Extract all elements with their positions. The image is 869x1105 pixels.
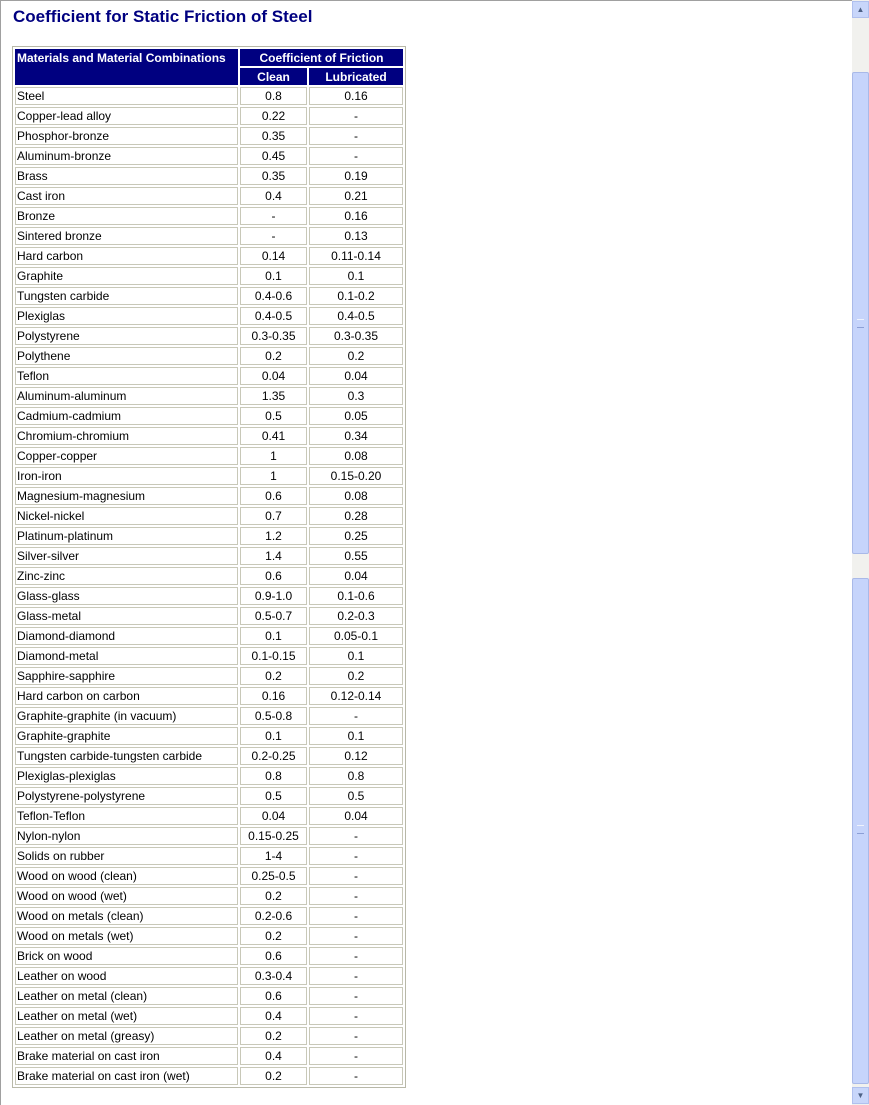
lubricated-value-cell: 0.1-0.6 xyxy=(309,587,403,605)
table-row xyxy=(15,887,403,905)
lubricated-value-cell: 0.5 xyxy=(309,787,403,805)
lubricated-value-cell: 0.1-0.2 xyxy=(309,287,403,305)
clean-value-cell: 0.14 xyxy=(240,247,307,265)
lubricated-value-cell: 0.1 xyxy=(309,267,403,285)
material-cell: Solids on rubber xyxy=(15,847,238,865)
clean-value-cell: 0.7 xyxy=(240,507,307,525)
table-row xyxy=(15,287,403,305)
clean-value-cell: 0.4 xyxy=(240,187,307,205)
table-row xyxy=(15,387,403,405)
table-row xyxy=(15,207,403,225)
table-row xyxy=(15,527,403,545)
table-row xyxy=(15,127,403,145)
table-row xyxy=(15,867,403,885)
header-clean: Clean xyxy=(240,68,307,85)
lubricated-value-cell: 0.21 xyxy=(309,187,403,205)
material-cell: Iron-iron xyxy=(15,467,238,485)
clean-value-cell: 0.1 xyxy=(240,627,307,645)
table-row xyxy=(15,447,403,465)
scrollbar-thumb-lower[interactable] xyxy=(852,578,869,1084)
table-row xyxy=(15,367,403,385)
table-row xyxy=(15,707,403,725)
table-row xyxy=(15,347,403,365)
clean-value-cell: 1-4 xyxy=(240,847,307,865)
clean-value-cell: 0.5-0.8 xyxy=(240,707,307,725)
clean-value-cell: 0.1 xyxy=(240,267,307,285)
material-cell: Zinc-zinc xyxy=(15,567,238,585)
lubricated-value-cell: 0.16 xyxy=(309,87,403,105)
material-cell: Nickel-nickel xyxy=(15,507,238,525)
table-row xyxy=(15,327,403,345)
clean-value-cell: 0.45 xyxy=(240,147,307,165)
clean-value-cell: 0.4-0.5 xyxy=(240,307,307,325)
material-cell: Diamond-metal xyxy=(15,647,238,665)
lubricated-value-cell: 0.04 xyxy=(309,567,403,585)
table-row xyxy=(15,627,403,645)
page-title: Coefficient for Static Friction of Steel xyxy=(13,7,313,26)
table-row xyxy=(15,187,403,205)
material-cell: Chromium-chromium xyxy=(15,427,238,445)
lubricated-value-cell: 0.8 xyxy=(309,767,403,785)
lubricated-value-cell: 0.12 xyxy=(309,747,403,765)
lubricated-value-cell: 0.28 xyxy=(309,507,403,525)
lubricated-value-cell: - xyxy=(309,1007,403,1025)
table-row xyxy=(15,787,403,805)
arrow-down-icon[interactable]: ▼ xyxy=(852,1087,869,1104)
material-cell: Leather on metal (greasy) xyxy=(15,1027,238,1045)
material-cell: Copper-copper xyxy=(15,447,238,465)
material-cell: Glass-glass xyxy=(15,587,238,605)
lubricated-value-cell: 0.13 xyxy=(309,227,403,245)
material-cell: Graphite-graphite (in vacuum) xyxy=(15,707,238,725)
lubricated-value-cell: - xyxy=(309,1047,403,1065)
lubricated-value-cell: 0.2 xyxy=(309,347,403,365)
table-row xyxy=(15,647,403,665)
clean-value-cell: 0.25-0.5 xyxy=(240,867,307,885)
lubricated-value-cell: 0.04 xyxy=(309,367,403,385)
lubricated-value-cell: - xyxy=(309,967,403,985)
clean-value-cell: 1 xyxy=(240,467,307,485)
lubricated-value-cell: 0.3-0.35 xyxy=(309,327,403,345)
material-cell: Hard carbon on carbon xyxy=(15,687,238,705)
header-coefficient-group: Coefficient of Friction xyxy=(240,49,403,66)
clean-value-cell: 0.4 xyxy=(240,1047,307,1065)
clean-value-cell: 1.35 xyxy=(240,387,307,405)
material-cell: Brass xyxy=(15,167,238,185)
table-row xyxy=(15,427,403,445)
lubricated-value-cell: 0.05-0.1 xyxy=(309,627,403,645)
lubricated-value-cell: - xyxy=(309,947,403,965)
lubricated-value-cell: - xyxy=(309,107,403,125)
clean-value-cell: 0.9-1.0 xyxy=(240,587,307,605)
table-row xyxy=(15,847,403,865)
scrollbar-thumb[interactable] xyxy=(852,72,869,554)
clean-value-cell: 0.35 xyxy=(240,127,307,145)
table-row xyxy=(15,507,403,525)
clean-value-cell: 0.5 xyxy=(240,787,307,805)
material-cell: Polystyrene-polystyrene xyxy=(15,787,238,805)
material-cell: Wood on wood (clean) xyxy=(15,867,238,885)
lubricated-value-cell: 0.1 xyxy=(309,647,403,665)
clean-value-cell: 0.15-0.25 xyxy=(240,827,307,845)
material-cell: Nylon-nylon xyxy=(15,827,238,845)
material-cell: Brake material on cast iron xyxy=(15,1047,238,1065)
table-header-row xyxy=(15,49,403,66)
clean-value-cell: 0.04 xyxy=(240,367,307,385)
material-cell: Bronze xyxy=(15,207,238,225)
table-body xyxy=(15,87,403,1085)
material-cell: Cadmium-cadmium xyxy=(15,407,238,425)
lubricated-value-cell: 0.1 xyxy=(309,727,403,745)
table-row xyxy=(15,147,403,165)
table-row xyxy=(15,167,403,185)
clean-value-cell: 0.6 xyxy=(240,947,307,965)
clean-value-cell: 0.41 xyxy=(240,427,307,445)
material-cell: Graphite xyxy=(15,267,238,285)
clean-value-cell: - xyxy=(240,227,307,245)
lubricated-value-cell: - xyxy=(309,1027,403,1045)
table-row xyxy=(15,407,403,425)
lubricated-value-cell: 0.55 xyxy=(309,547,403,565)
lubricated-value-cell: 0.34 xyxy=(309,427,403,445)
material-cell: Steel xyxy=(15,87,238,105)
table-row xyxy=(15,1047,403,1065)
material-cell: Wood on wood (wet) xyxy=(15,887,238,905)
material-cell: Wood on metals (clean) xyxy=(15,907,238,925)
material-cell: Tungsten carbide-tungsten carbide xyxy=(15,747,238,765)
material-cell: Phosphor-bronze xyxy=(15,127,238,145)
table-row xyxy=(15,467,403,485)
table-row xyxy=(15,807,403,825)
lubricated-value-cell: 0.05 xyxy=(309,407,403,425)
material-cell: Sintered bronze xyxy=(15,227,238,245)
table-row xyxy=(15,767,403,785)
table-row xyxy=(15,587,403,605)
material-cell: Teflon xyxy=(15,367,238,385)
clean-value-cell: 0.6 xyxy=(240,987,307,1005)
arrow-up-icon[interactable]: ▲ xyxy=(852,1,869,18)
header-lubricated: Lubricated xyxy=(309,68,403,85)
material-cell: Graphite-graphite xyxy=(15,727,238,745)
table-row xyxy=(15,267,403,285)
lubricated-value-cell: - xyxy=(309,927,403,945)
table-row xyxy=(15,1067,403,1085)
table-row xyxy=(15,1007,403,1025)
material-cell: Plexiglas xyxy=(15,307,238,325)
material-cell: Teflon-Teflon xyxy=(15,807,238,825)
clean-value-cell: 0.2 xyxy=(240,1067,307,1085)
table-row xyxy=(15,607,403,625)
material-cell: Polystyrene xyxy=(15,327,238,345)
clean-value-cell: 0.3-0.4 xyxy=(240,967,307,985)
clean-value-cell: 0.8 xyxy=(240,87,307,105)
clean-value-cell: 0.4 xyxy=(240,1007,307,1025)
clean-value-cell: 1.4 xyxy=(240,547,307,565)
clean-value-cell: - xyxy=(240,207,307,225)
table-row xyxy=(15,827,403,845)
lubricated-value-cell: - xyxy=(309,987,403,1005)
clean-value-cell: 0.2 xyxy=(240,667,307,685)
clean-value-cell: 0.5 xyxy=(240,407,307,425)
table-row xyxy=(15,107,403,125)
lubricated-value-cell: 0.16 xyxy=(309,207,403,225)
table-row xyxy=(15,667,403,685)
table-row xyxy=(15,227,403,245)
lubricated-value-cell: - xyxy=(309,147,403,165)
table-row xyxy=(15,687,403,705)
lubricated-value-cell: 0.08 xyxy=(309,487,403,505)
lubricated-value-cell: 0.08 xyxy=(309,447,403,465)
lubricated-value-cell: 0.04 xyxy=(309,807,403,825)
clean-value-cell: 0.8 xyxy=(240,767,307,785)
material-cell: Diamond-diamond xyxy=(15,627,238,645)
lubricated-value-cell: 0.2 xyxy=(309,667,403,685)
table-row xyxy=(15,567,403,585)
lubricated-value-cell: 0.19 xyxy=(309,167,403,185)
table-row xyxy=(15,987,403,1005)
table-row xyxy=(15,967,403,985)
clean-value-cell: 0.1 xyxy=(240,727,307,745)
lubricated-value-cell: 0.3 xyxy=(309,387,403,405)
friction-table xyxy=(12,46,406,1088)
lubricated-value-cell: 0.15-0.20 xyxy=(309,467,403,485)
clean-value-cell: 0.6 xyxy=(240,567,307,585)
clean-value-cell: 0.1-0.15 xyxy=(240,647,307,665)
clean-value-cell: 0.2 xyxy=(240,347,307,365)
clean-value-cell: 0.35 xyxy=(240,167,307,185)
material-cell: Leather on metal (clean) xyxy=(15,987,238,1005)
clean-value-cell: 0.2 xyxy=(240,887,307,905)
grip-icon xyxy=(857,319,864,328)
table-row xyxy=(15,247,403,265)
clean-value-cell: 0.04 xyxy=(240,807,307,825)
lubricated-value-cell: - xyxy=(309,1067,403,1085)
material-cell: Plexiglas-plexiglas xyxy=(15,767,238,785)
table-row xyxy=(15,907,403,925)
clean-value-cell: 1 xyxy=(240,447,307,465)
clean-value-cell: 0.2-0.25 xyxy=(240,747,307,765)
table-row xyxy=(15,927,403,945)
table-row xyxy=(15,307,403,325)
material-cell: Tungsten carbide xyxy=(15,287,238,305)
lubricated-value-cell: 0.12-0.14 xyxy=(309,687,403,705)
lubricated-value-cell: - xyxy=(309,887,403,905)
lubricated-value-cell: - xyxy=(309,907,403,925)
lubricated-value-cell: - xyxy=(309,847,403,865)
material-cell: Hard carbon xyxy=(15,247,238,265)
lubricated-value-cell: - xyxy=(309,707,403,725)
material-cell: Copper-lead alloy xyxy=(15,107,238,125)
vertical-scrollbar[interactable] xyxy=(852,0,869,1105)
table-row xyxy=(15,947,403,965)
table-row xyxy=(15,487,403,505)
table-row xyxy=(15,87,403,105)
lubricated-value-cell: 0.4-0.5 xyxy=(309,307,403,325)
clean-value-cell: 0.3-0.35 xyxy=(240,327,307,345)
lubricated-value-cell: - xyxy=(309,867,403,885)
material-cell: Brake material on cast iron (wet) xyxy=(15,1067,238,1085)
lubricated-value-cell: - xyxy=(309,127,403,145)
clean-value-cell: 1.2 xyxy=(240,527,307,545)
lubricated-value-cell: 0.25 xyxy=(309,527,403,545)
clean-value-cell: 0.5-0.7 xyxy=(240,607,307,625)
table-row xyxy=(15,1027,403,1045)
material-cell: Sapphire-sapphire xyxy=(15,667,238,685)
material-cell: Polythene xyxy=(15,347,238,365)
table-row xyxy=(15,747,403,765)
clean-value-cell: 0.6 xyxy=(240,487,307,505)
header-materials: Materials and Material Combinations xyxy=(15,49,238,85)
material-cell: Aluminum-aluminum xyxy=(15,387,238,405)
clean-value-cell: 0.4-0.6 xyxy=(240,287,307,305)
table-row xyxy=(15,727,403,745)
clean-value-cell: 0.2-0.6 xyxy=(240,907,307,925)
material-cell: Platinum-platinum xyxy=(15,527,238,545)
clean-value-cell: 0.22 xyxy=(240,107,307,125)
material-cell: Glass-metal xyxy=(15,607,238,625)
lubricated-value-cell: - xyxy=(309,827,403,845)
clean-value-cell: 0.16 xyxy=(240,687,307,705)
material-cell: Cast iron xyxy=(15,187,238,205)
clean-value-cell: 0.2 xyxy=(240,927,307,945)
material-cell: Aluminum-bronze xyxy=(15,147,238,165)
material-cell: Leather on metal (wet) xyxy=(15,1007,238,1025)
material-cell: Wood on metals (wet) xyxy=(15,927,238,945)
material-cell: Silver-silver xyxy=(15,547,238,565)
grip-icon xyxy=(857,825,864,834)
material-cell: Leather on wood xyxy=(15,967,238,985)
material-cell: Magnesium-magnesium xyxy=(15,487,238,505)
table-row xyxy=(15,547,403,565)
material-cell: Brick on wood xyxy=(15,947,238,965)
clean-value-cell: 0.2 xyxy=(240,1027,307,1045)
lubricated-value-cell: 0.2-0.3 xyxy=(309,607,403,625)
lubricated-value-cell: 0.11-0.14 xyxy=(309,247,403,265)
